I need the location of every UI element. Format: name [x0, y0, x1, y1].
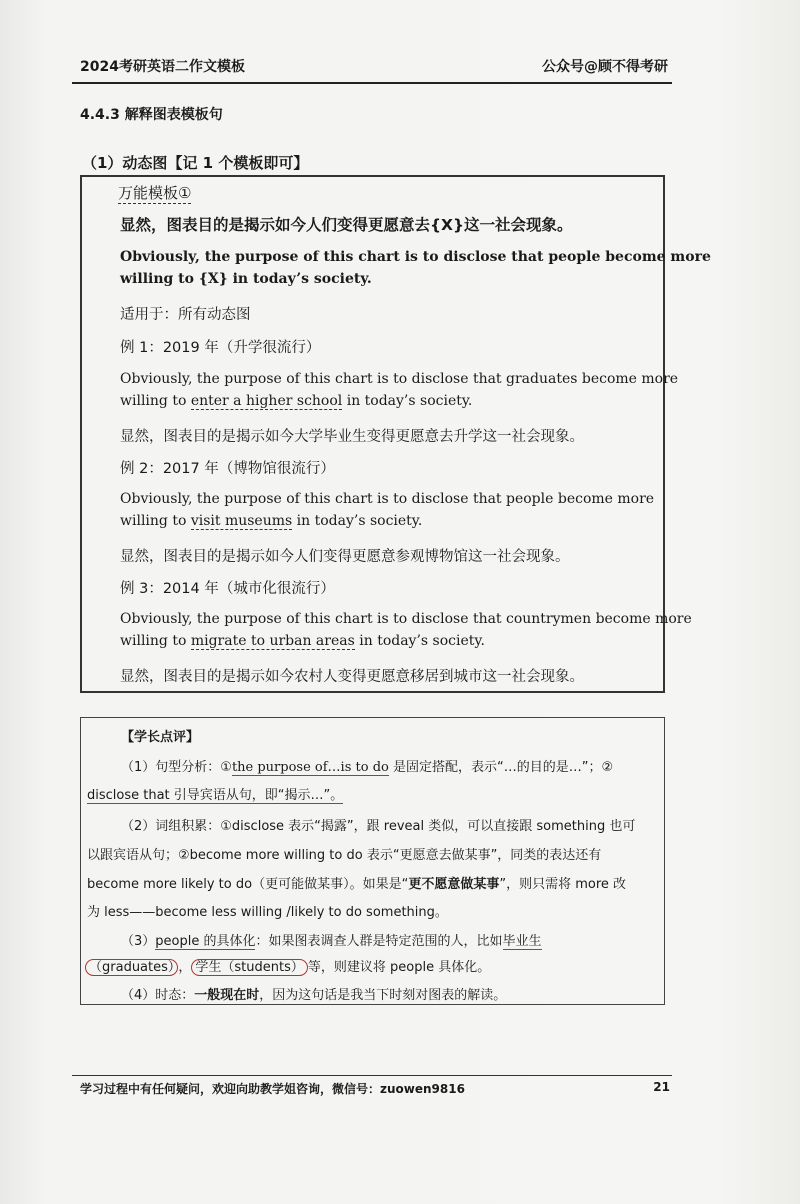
example-1-en-line2 — [120, 393, 472, 409]
example-3-en-pre: willing to — [120, 633, 191, 649]
review-p1-line1 — [121, 756, 613, 775]
example-3-en-line2 — [120, 633, 485, 649]
footer-divider — [72, 1075, 672, 1076]
review-p3-a: （3） — [121, 934, 156, 949]
example-1-zh: 显然，图表目的是揭示如今大学毕业生变得更愿意去升学这一社会现象。 — [120, 429, 584, 445]
review-p2-line3 — [87, 873, 626, 892]
review-p4-b: 一般现在时 — [194, 988, 260, 1003]
review-p2-line4: 为 less——become less willing /likely to do something。 — [87, 905, 448, 920]
footer-note: 学习过程中有任何疑问，欢迎向助教学姐咨询，微信号：zuowen9816 — [80, 1082, 465, 1096]
review-p3-d: 毕业生 — [502, 934, 542, 949]
page-footer — [80, 1080, 670, 1097]
review-p1-c: 是固定搭配，表示“…的目的是…”；② — [388, 760, 614, 775]
review-p3-g: 学生（students） — [191, 959, 307, 976]
template-label: 万能模板① — [118, 184, 192, 202]
review-p1-line2 — [87, 784, 343, 803]
review-p3-h: 等，则建议将 people 具体化。 — [307, 960, 491, 975]
review-p3-e: （graduates） — [85, 959, 178, 976]
example-1-title: 例 1：2019 年（升学很流行） — [120, 340, 321, 356]
review-p2-line2: 以跟宾语从句；②become more willing to do 表示“更愿意去做某事”，同类的表达还有 — [87, 848, 602, 863]
review-p4-a: （4）时态： — [121, 988, 195, 1003]
review-p3-b: people 的具体化 — [155, 934, 256, 949]
example-1-en-key: enter a higher school — [190, 393, 343, 409]
header-account: 公众号@顾不得考研 — [542, 59, 668, 75]
header-title: 2024考研英语二作文模板 — [80, 59, 245, 75]
review-title: 【学长点评】 — [121, 730, 200, 745]
template-zh-sentence: 显然，图表目的是揭示如今人们变得更愿意去{X}这一社会现象。 — [120, 216, 573, 234]
review-p3-f: ， — [178, 960, 192, 975]
page-header — [80, 56, 668, 81]
review-p2-l3b: 更不愿意做某事 — [408, 877, 500, 892]
example-3-en-post: in today’s society. — [354, 633, 485, 649]
example-2-en-post: in today’s society. — [292, 513, 423, 529]
example-3-en-line1: Obviously, the purpose of this chart is to disclose that countrymen become more — [120, 611, 692, 627]
review-p1-a: （1）句型分析：① — [121, 760, 232, 775]
template-applies: 适用于：所有动态图 — [120, 307, 251, 323]
section-title: 4.4.3 解释图表模板句 — [80, 107, 223, 123]
template-en-line2: willing to {X} in today’s society. — [120, 271, 372, 287]
review-p1-key: the purpose of…is to do — [231, 760, 389, 775]
example-1-en-post: in today’s society. — [342, 393, 473, 409]
example-3-en-key: migrate to urban areas — [190, 633, 355, 649]
review-p4-c: ，因为这句话是我当下时刻对图表的解读。 — [259, 988, 507, 1003]
template-box — [80, 175, 711, 693]
example-2-title: 例 2：2017 年（博物馆很流行） — [120, 461, 335, 477]
example-2-en-key: visit museums — [190, 513, 293, 529]
page-number: 21 — [653, 1080, 670, 1094]
review-p2-l3a: become more likely to do（更可能做某事）。如果是“ — [87, 877, 409, 892]
example-2-en-line1: Obviously, the purpose of this chart is to disclose that people become more — [120, 491, 655, 507]
review-p3-c: ：如果图表调查人群是特定范围的人，比如 — [255, 934, 503, 949]
review-box — [80, 717, 665, 1005]
example-1-en-line1: Obviously, the purpose of this chart is to disclose that graduates become more — [120, 371, 679, 387]
review-p3-line2 — [85, 956, 490, 975]
template-en-line1: Obviously, the purpose of this chart is to disclose that people become more — [120, 249, 711, 265]
review-p4 — [121, 984, 506, 1003]
example-3-title: 例 3：2014 年（城市化很流行） — [120, 581, 335, 597]
review-p3-line1 — [121, 930, 542, 949]
review-p1-d: disclose that 引导宾语从句，即“揭示…”。 — [87, 788, 344, 803]
example-3-zh: 显然，图表目的是揭示如今农村人变得更愿意移居到城市这一社会现象。 — [120, 669, 584, 685]
example-2-en-line2 — [120, 513, 422, 529]
example-2-en-pre: willing to — [120, 513, 191, 529]
example-2-zh: 显然，图表目的是揭示如今人们变得更愿意参观博物馆这一社会现象。 — [120, 549, 570, 565]
subsection-title: （1）动态图【记 1 个模板即可】 — [82, 154, 309, 172]
review-p2-l3c: ”，则只需将 more 改 — [499, 877, 627, 892]
example-1-en-pre: willing to — [120, 393, 191, 409]
header-divider — [72, 82, 672, 84]
review-p2-line1: （2）词组积累：①disclose 表示“揭露”，跟 reveal 类似，可以直接跟 something 也可 — [121, 819, 636, 834]
